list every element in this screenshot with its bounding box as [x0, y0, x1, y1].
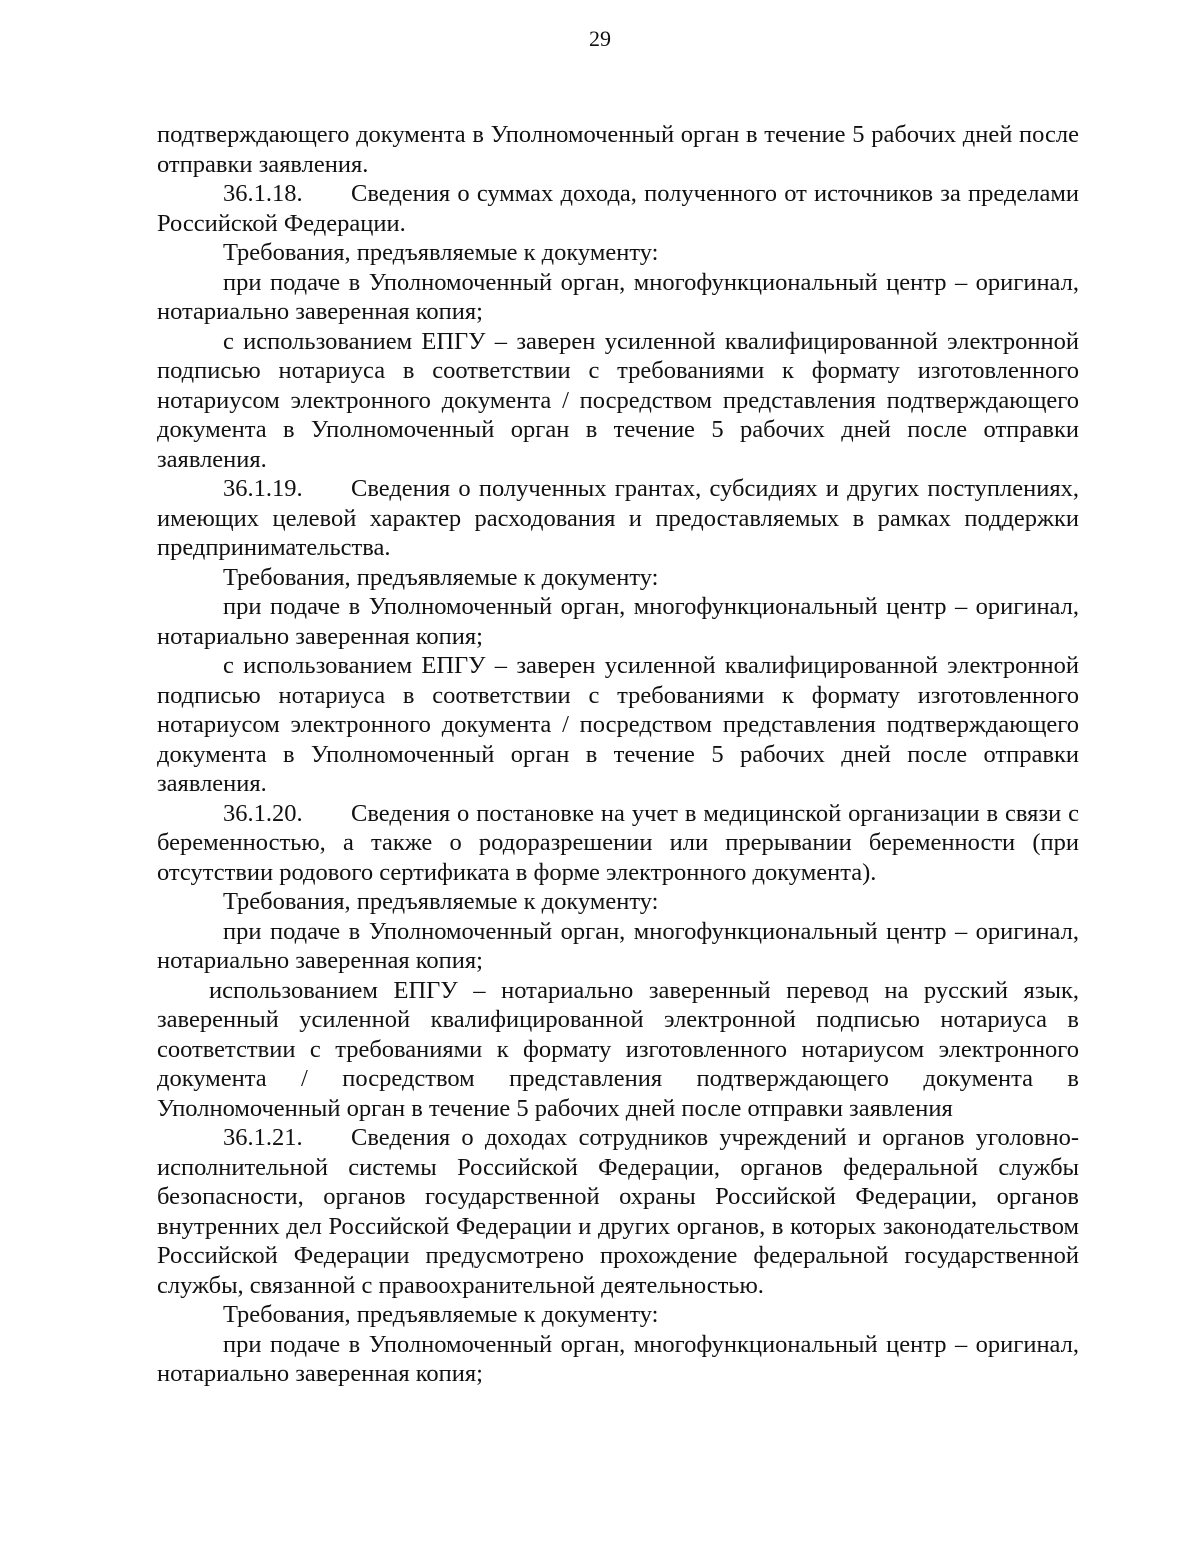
section-36-1-19: [157, 474, 1079, 563]
section-text: Сведения о суммах дохода, полученного от источников за пределами Российской Федерации.: [157, 180, 1079, 237]
requirement-epgu: с использованием ЕПГУ – заверен усиленной квалифицированной электронной подписью нотариуса в соответствии с требованиями к формату изготовленного нотариусом электронного документа / посредством представления подтверждающего документа в Уполномоченный орган в течение 5 рабочих дней после отправки заявления.: [157, 327, 1079, 473]
requirement-office: при подаче в Уполномоченный орган, многофункциональный центр – оригинал, нотариально заверенная копия;: [157, 917, 1079, 974]
section-36-1-21: [157, 1123, 1079, 1300]
section-number: 36.1.18.: [223, 180, 303, 207]
requirements-heading: Требования, предъявляемые к документу:: [223, 1301, 659, 1328]
requirement-epgu: с использованием ЕПГУ – заверен усиленной квалифицированной электронной подписью нотариуса в соответствии с требованиями к формату изготовленного нотариусом электронного документа / посредством представления подтверждающего документа в Уполномоченный орган в течение 5 рабочих дней после отправки заявления.: [157, 652, 1079, 797]
document-body: [157, 120, 1079, 1389]
requirement-epgu: использованием ЕПГУ – нотариально заверенный перевод на русский язык, заверенный усиленной квалифицированной электронной подписью нотариуса в соответствии с требованиями к формату изготовленного нотариусом электронного документа / посредством представления подтверждающего документа в Уполномоченный орган в течение 5 рабочих дней после отправки заявления: [157, 976, 1079, 1122]
section-number: 36.1.21.: [223, 1124, 303, 1151]
section-36-1-20: [157, 799, 1079, 888]
paragraph-continuation: подтверждающего документа в Уполномоченный орган в течение 5 рабочих дней после отправки заявления.: [157, 121, 1079, 178]
requirements-heading: Требования, предъявляемые к документу:: [223, 239, 659, 266]
section-text: Сведения о полученных грантах, субсидиях и других поступлениях, имеющих целевой характер расходования и предоставляемых в рамках поддержки предпринимательства.: [157, 475, 1079, 561]
requirement-office: при подаче в Уполномоченный орган, многофункциональный центр – оригинал, нотариально заверенная копия;: [157, 1330, 1079, 1387]
section-text: Сведения о постановке на учет в медицинской организации в связи с беременностью, а также о родоразрешении или прерывании беременности (при отсутствии родового сертификата в форме электронного документа).: [157, 799, 1079, 886]
requirement-office: при подаче в Уполномоченный орган, многофункциональный центр – оригинал, нотариально заверенная копия;: [157, 593, 1079, 650]
section-number: 36.1.20.: [223, 799, 303, 827]
section-number: 36.1.19.: [223, 475, 303, 502]
page-number: 29: [589, 26, 611, 51]
requirements-heading: Требования, предъявляемые к документу:: [223, 563, 659, 591]
requirements-heading: Требования, предъявляемые к документу:: [223, 888, 659, 915]
section-36-1-18: [157, 179, 1079, 238]
requirement-office: при подаче в Уполномоченный орган, многофункциональный центр – оригинал, нотариально заверенная копия;: [157, 268, 1079, 325]
section-text: Сведения о доходах сотрудников учреждений и органов уголовно-исполнительной системы Российской Федерации, органов федеральной службы безопасности, органов государственной охраны Российской Федерации, органов внутренних дел Российской Федерации и других органов, в которых законодательством Российской Федерации предусмотрено прохождение федеральной государственной службы, связанной с правоохранительной деятельностью.: [157, 1124, 1079, 1299]
